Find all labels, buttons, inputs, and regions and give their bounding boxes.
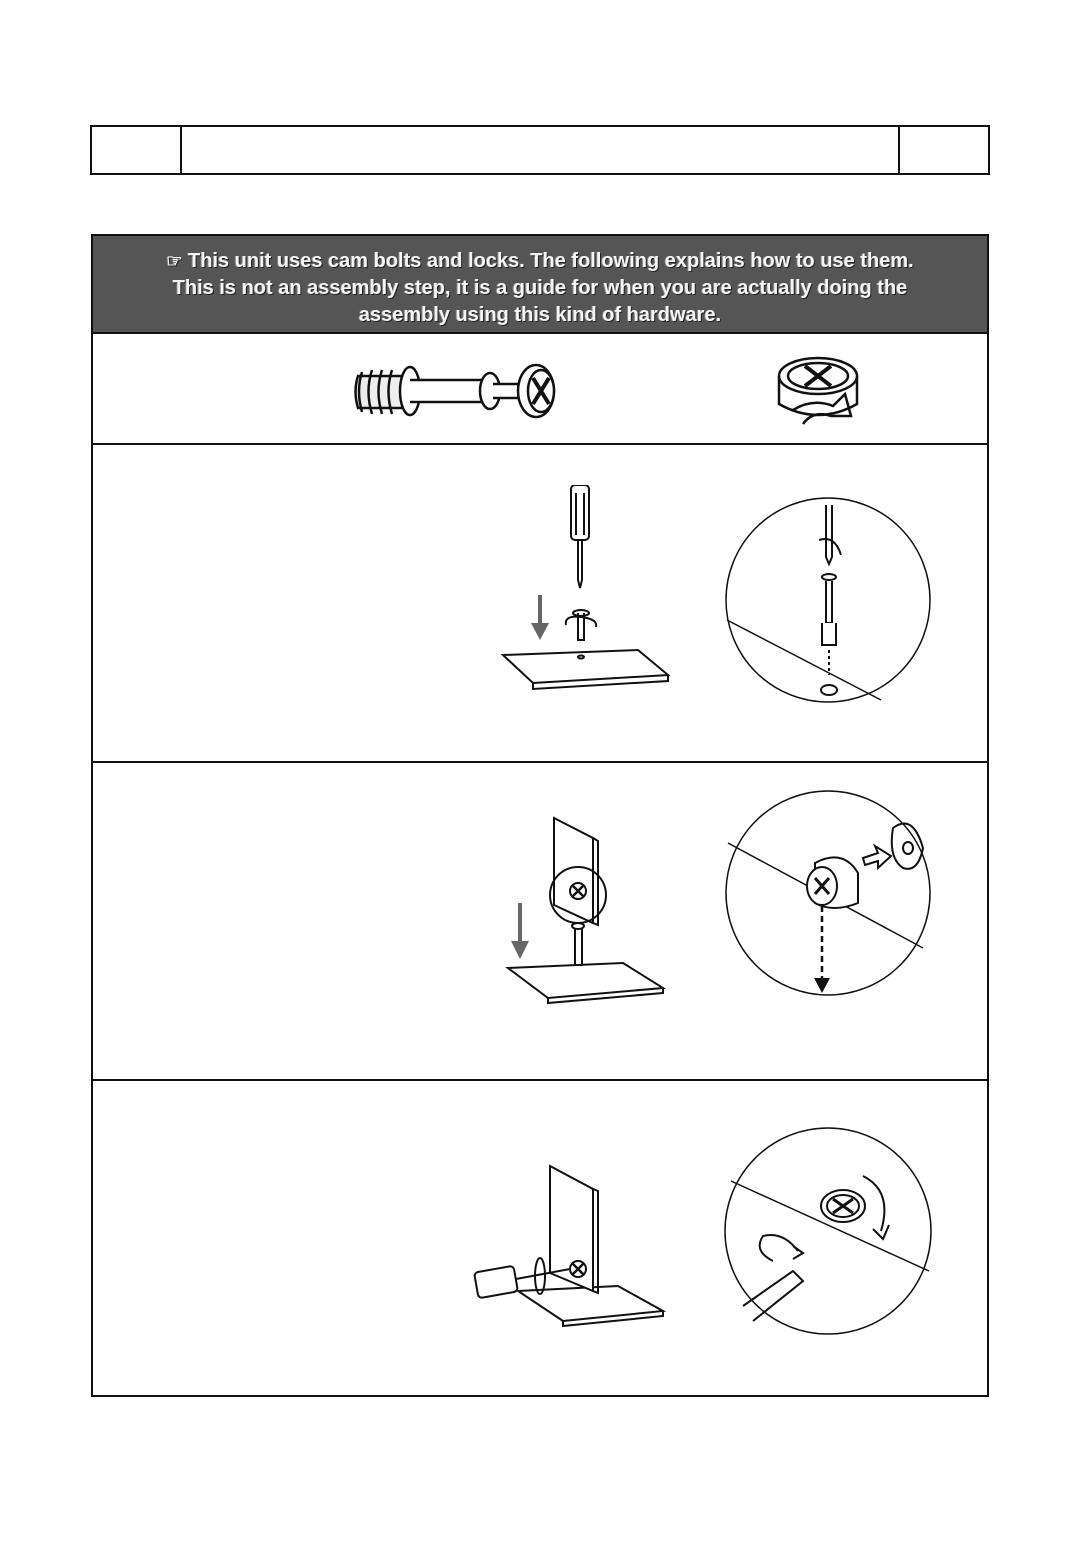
- step-insert-bolt-row: [93, 445, 987, 763]
- header-box: [90, 125, 990, 175]
- step-tighten-lock-row: [93, 1081, 987, 1395]
- attach-panel-illustration: [498, 813, 678, 1023]
- guide-banner: [93, 236, 987, 334]
- cam-lock-detail-circle: [723, 788, 933, 998]
- page-number-cell: [900, 127, 988, 173]
- step-number-cell: [92, 127, 182, 173]
- tighten-detail-circle: [723, 1121, 933, 1341]
- tighten-cam-lock-illustration: [468, 1161, 678, 1341]
- insert-cam-bolt-illustration: [498, 485, 678, 695]
- step-attach-panel-row: [93, 763, 987, 1081]
- cam-bolt-icon: [348, 356, 563, 426]
- cam-hardware-guide: [91, 234, 989, 1397]
- bolt-detail-circle: [723, 465, 933, 735]
- banner-text-1: This unit uses cam bolts and locks. The following explains how to use them.: [188, 250, 914, 272]
- pointing-hand-icon: ☞: [166, 251, 183, 271]
- banner-line-2: This is not an assembly step, it is a guide for when you are actually doing the: [172, 277, 908, 299]
- banner-line-3: assembly using this kind of hardware.: [358, 304, 722, 326]
- parts-row: [93, 334, 987, 445]
- step-title-cell: [182, 127, 900, 173]
- cam-lock-icon: [773, 354, 863, 432]
- banner-line-1: [93, 248, 987, 275]
